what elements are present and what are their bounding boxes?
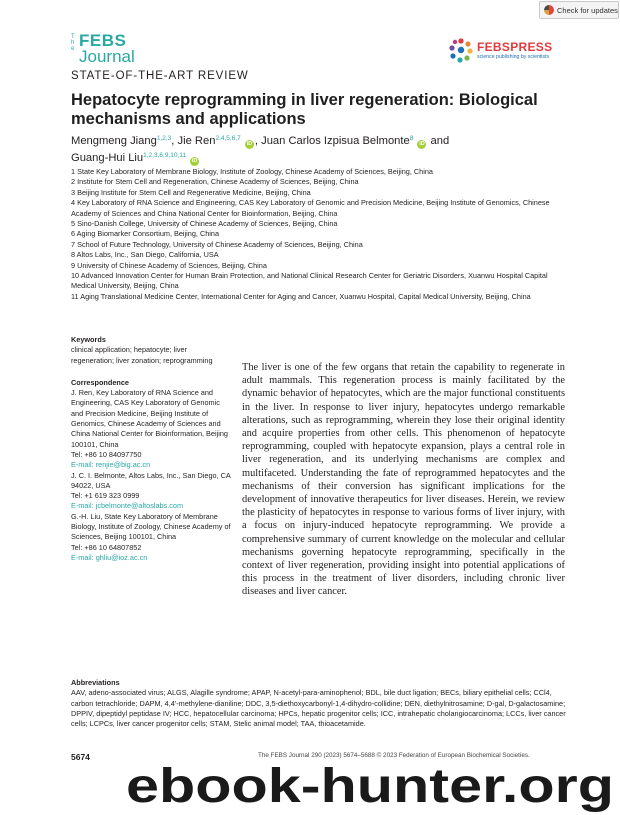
correspondence-tel: Tel: +86 10 84097750 <box>71 449 142 459</box>
author-separator: , <box>254 135 262 147</box>
watermark <box>120 758 620 815</box>
journal-logo <box>71 32 149 66</box>
affiliation-item: 6 Aging Biomarker Consortium, Beijing, China <box>71 229 220 239</box>
affiliation-item: 5 Sino-Danish College, University of Chinese Academy of Sciences, Beijing, China <box>71 219 338 229</box>
author-separator: and <box>427 135 450 147</box>
logo-the: The <box>71 34 75 52</box>
correspondence-line: G.-H. Liu, State Key Laboratory of Membrane Biology, Institute of Zoology, Chinese Academy of Sciences, Beijing 100101, China <box>71 511 231 542</box>
affiliation-item: 10 Advanced Innovation Center for Human Brain Protection, and National Clinical Research Center for Geriatric Disorders, Xuanwu Hospital Capital Medical University, Beijing, China <box>71 271 548 291</box>
author-separator: , <box>171 135 178 147</box>
correspondence-email[interactable]: E-mail: renjie@big.ac.cn <box>71 460 151 470</box>
abbreviations-section <box>71 678 566 729</box>
author-name: Juan Carlos Izpisua Belmonte <box>261 135 410 147</box>
affiliation-item: 8 Altos Labs, Inc., San Diego, California, USA <box>71 250 219 260</box>
affiliation-item: 1 State Key Laboratory of Membrane Biology, Institute of Zoology, Chinese Academy of Sciences, Beijing, China <box>71 167 433 176</box>
correspondence-tel: Tel: +86 10 64807852 <box>71 542 142 552</box>
abstract-text: The liver is one of the few organs that retain the capability to regenerate in adult mammals. This regeneration process is mainly facilitated by the dynamic behavior of hepatocytes, which are the major functional constituents in the liver. In response to liver injury, hepatocytes undergo remarkable alterations, such as reprogramming, wherein they lose their original identity and acquire properties from other cells. This phenomenon of hepatocyte reprogramming, coupled with hepatocyte expansion, plays a central role in liver regeneration, and its underlying mechanisms are complex and multifaceted. Understanding the fate of reprogrammed hepatocytes and the mechanisms of their conversion has significant implications for the development of innovative therapeutics for liver diseases. Herein, we review the plasticity of hepatocytes in response to various forms of liver injury, with a focus on injury-induced hepatocyte reprogramming. We provide a comprehensive summary of current knowledge on the molecular and cellular mechanisms governing hepatocyte reprogramming, specifically in the context of liver regeneration, providing insight into potential applications of this process in the treatment of liver disorders, including chronic liver diseases and liver cancer. <box>242 362 565 598</box>
author-name: Guang-Hui Liu <box>71 152 144 164</box>
crossmark-icon <box>544 5 554 15</box>
check-for-updates-label: Check for updates <box>557 5 618 15</box>
author-affiliation-marks: 1,2,3 <box>156 135 172 142</box>
author-name: Mengmeng Jiang <box>71 135 157 147</box>
affiliation-item: 2 Institute for Stem Cell and Regeneration, Chinese Academy of Sciences, Beijing, China <box>71 177 359 187</box>
correspondence-line: J. C. I. Belmonte, Altos Labs, Inc., San Diego, CA 94022, USA <box>71 470 231 490</box>
logo-journal: Journal <box>79 47 135 66</box>
correspondence-email[interactable]: E-mail: jcbelmonte@altoslabs.com <box>71 501 184 511</box>
correspondence-heading: Correspondence <box>71 377 129 387</box>
affiliation-item: 4 Key Laboratory of RNA Science and Engineering, CAS Key Laboratory of Genomic and Precision Medicine, Beijing Institute of Genomics, Chinese Academy of Sciences and China National Center for Bioinformation, Beijing, China <box>71 198 550 218</box>
affiliation-item: 7 School of Future Technology, University of Chinese Academy of Sciences, Beijing, China <box>71 239 363 249</box>
watermark-text: ebook-hunter.org <box>126 760 614 813</box>
keywords-text: clinical application; hepatocyte; liver regeneration; liver zonation; reprogramming <box>71 345 213 365</box>
author-affiliation-marks: 2,4,5,6,7 <box>215 135 241 142</box>
febs-press-name: FEBSPRESS <box>477 40 553 54</box>
affiliation-item: 9 University of Chinese Academy of Sciences, Beijing, China <box>71 260 267 270</box>
febs-press-dots-icon <box>448 37 474 63</box>
febs-press-logo <box>448 37 556 65</box>
author-affiliation-marks: 8 <box>409 135 414 142</box>
orcid-icon[interactable]: iD <box>246 141 253 147</box>
affiliation-item: 3 Beijing Institute for Stem Cell and Regenerative Medicine, Beijing, China <box>71 187 311 197</box>
correspondence-email[interactable]: E-mail: ghliu@ioz.ac.cn <box>71 552 148 562</box>
orcid-icon[interactable]: iD <box>191 158 198 164</box>
sidebar-metadata <box>71 335 231 563</box>
logo-febs: FEBS <box>79 31 127 50</box>
correspondence-line: J. Ren, Key Laboratory of RNA Science and Engineering, CAS Key Laboratory of Genomic and Precision Medicine, Beijing Institute of Genomics, Chinese Academy of Sciences and China National Center for Bioinformation, Beijing 100101, China <box>71 388 228 449</box>
abbreviations-heading: Abbreviations <box>71 678 120 687</box>
abbreviations-text: AAV, adeno-associated virus; ALGS, Alagille syndrome; APAP, N-acetyl-para-aminophenol; BDL, bile duct ligation; BECs, biliary epithelial cells; CCl4, carbon tetrachloride; DAPM, 4,4′-methylene-dianiline; DDC, 3,5-diethoxycarbonyl-1,4-dihydro-collidine; DEN, diethylnitrosamine; D-gal, D-galactosamine; DPPIV, dipeptidyl peptidase IV; HCC, hepatocellular carcinoma; HPCs, hepatic progenitor cells; ICC, intrahepatic cholangiocarcinoma; LCCs, liver cancer cells; LCPCs, liver cancer progenitor cells; STAM, Stelic animal model; TAA, thioacetamide. <box>71 688 566 729</box>
article-type: STATE-OF-THE-ART REVIEW <box>71 70 249 82</box>
febs-press-tagline: science publishing by scientists <box>477 54 550 60</box>
page-number: 5674 <box>71 752 90 762</box>
check-for-updates-button[interactable] <box>539 1 619 19</box>
author-list <box>71 132 551 166</box>
correspondence-tel: Tel: +1 619 323 0999 <box>71 491 140 501</box>
keywords-heading: Keywords <box>71 335 106 344</box>
author-name: Jie Ren <box>177 135 216 147</box>
article-title: Hepatocyte reprogramming in liver regeneration: Biological mechanisms and applications <box>71 91 538 128</box>
affiliations-list <box>71 167 561 302</box>
affiliation-item: 11 Aging Translational Medicine Center, International Center for Aging and Cancer, Xuanwu Hospital, Capital Medical University, Beijing, China <box>71 291 531 301</box>
author-affiliation-marks: 1,2,3,6,9,10,11 <box>143 152 187 159</box>
journal-footer: The FEBS Journal 290 (2023) 5674–5688 © 2023 Federation of European Biochemical Societies. <box>258 752 530 759</box>
orcid-icon[interactable]: iD <box>419 141 425 147</box>
